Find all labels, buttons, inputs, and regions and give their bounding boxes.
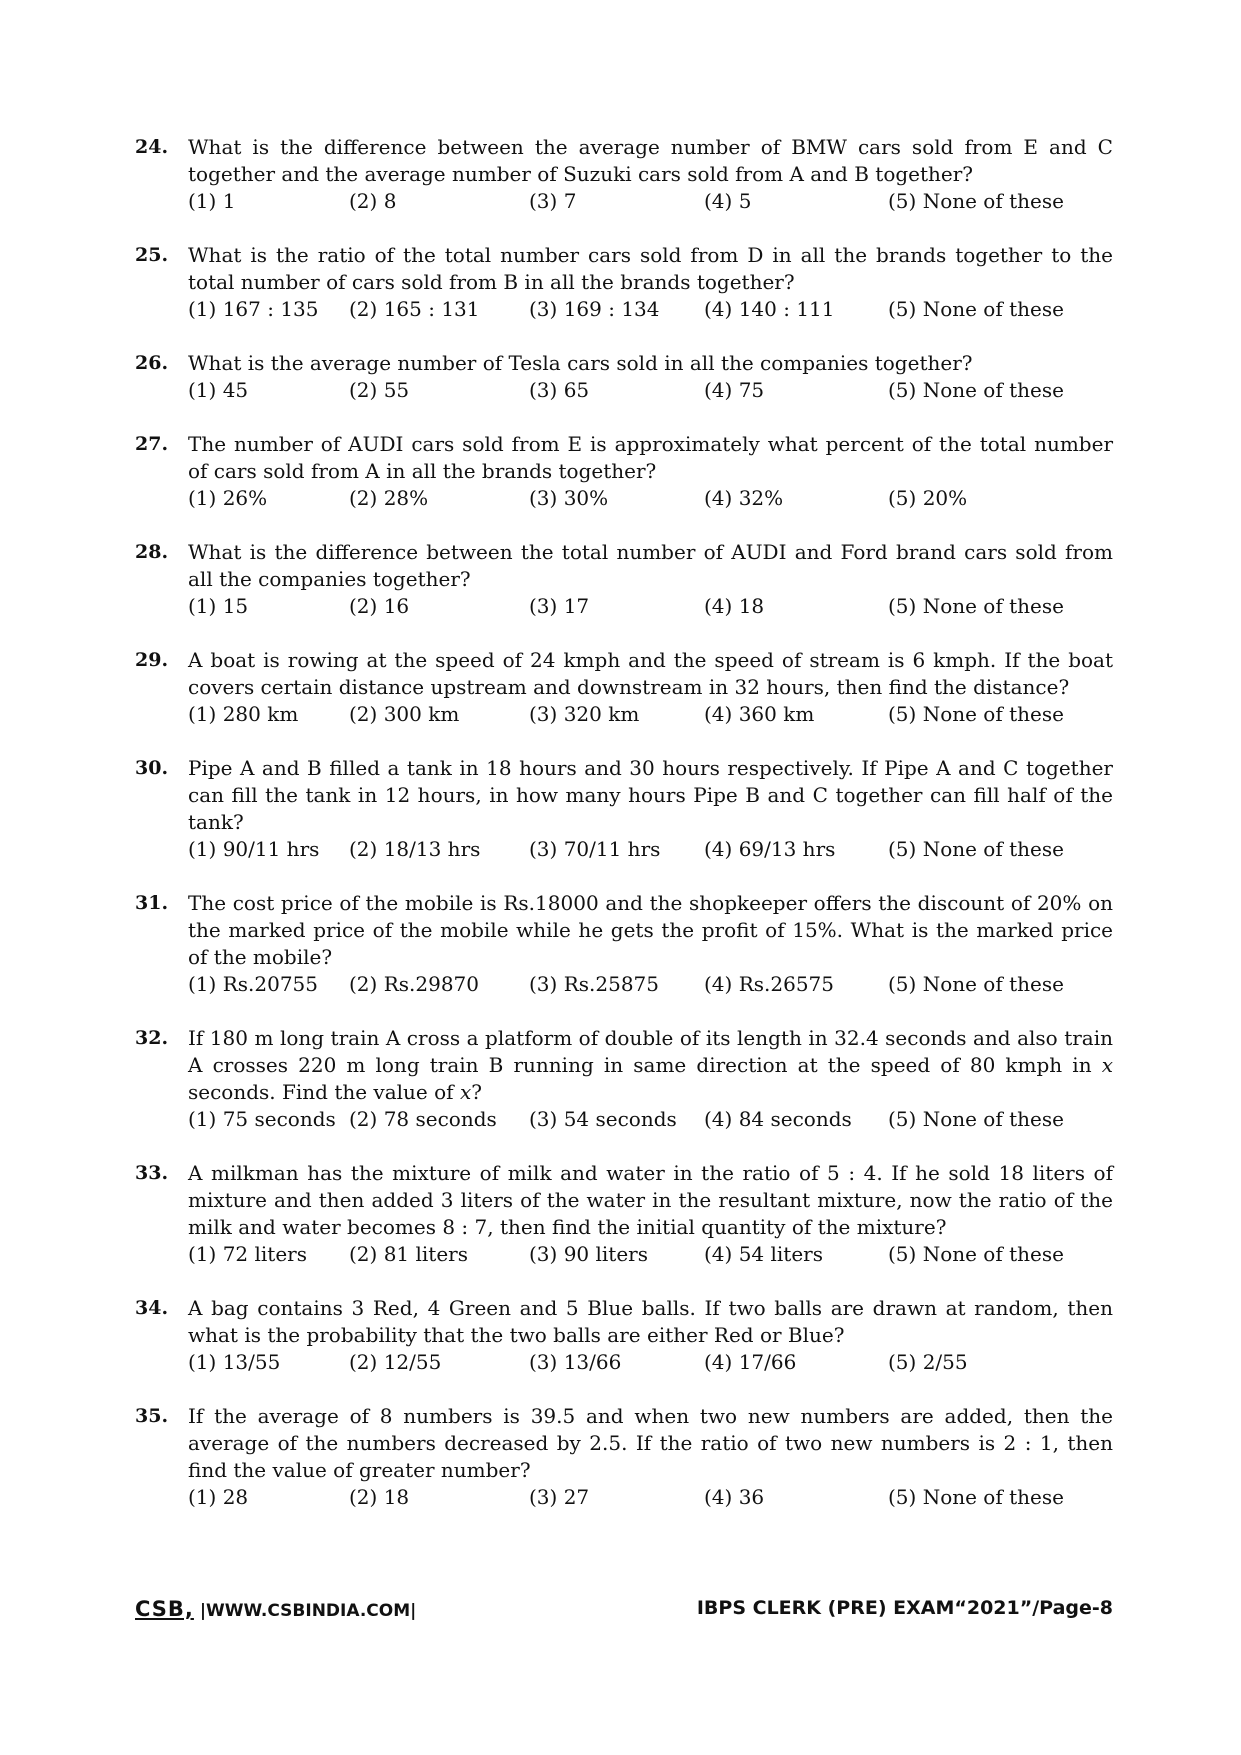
question-text: A bag contains 3 Red, 4 Green and 5 Blue balls. If two balls are drawn at random, then what is the probability that the two balls are either Red or Blue? (188, 1296, 1113, 1347)
question-35 (135, 1403, 1113, 1511)
question-number: 26. (135, 352, 169, 374)
option-5: (5) 20% (888, 486, 968, 510)
option-5: (5) None of these (888, 594, 1064, 618)
option-row (188, 296, 1113, 323)
option-2: (2) 55 (349, 378, 410, 402)
question-number: 24. (135, 136, 169, 158)
option-4: (4) 54 liters (704, 1242, 823, 1266)
question-33 (135, 1160, 1113, 1268)
option-1: (1) 167 : 135 (188, 297, 319, 321)
question-number: 33. (135, 1162, 169, 1184)
option-2: (2) 16 (349, 594, 410, 618)
question-number: 30. (135, 757, 169, 779)
option-4: (4) 18 (704, 594, 765, 618)
option-3: (3) 13/66 (529, 1350, 622, 1374)
option-1: (1) 1 (188, 189, 236, 213)
option-row (188, 1106, 1113, 1133)
option-2: (2) 18 (349, 1485, 410, 1509)
option-5: (5) None of these (888, 702, 1064, 726)
question-text: What is the ratio of the total number cars sold from D in all the brands together to the total number of cars sold from B in all the brands together? (188, 243, 1113, 294)
option-4: (4) 17/66 (704, 1350, 797, 1374)
option-row (188, 188, 1113, 215)
question-list (135, 134, 1113, 1538)
option-row (188, 836, 1113, 863)
option-4: (4) 36 (704, 1485, 765, 1509)
option-row (188, 377, 1113, 404)
question-28 (135, 539, 1113, 620)
option-2: (2) 12/55 (349, 1350, 442, 1374)
option-5: (5) 2/55 (888, 1350, 968, 1374)
question-text: If the average of 8 numbers is 39.5 and when two new numbers are added, then the average of the numbers decreased by 2.5. If the ratio of two new numbers is 2 : 1, then find the value of greater number? (188, 1404, 1113, 1482)
option-row (188, 971, 1113, 998)
question-number: 28. (135, 541, 169, 563)
exam-page-label: IBPS CLERK (PRE) EXAM“2021”/Page-8 (696, 1597, 1113, 1619)
option-row (188, 1484, 1113, 1511)
option-4: (4) Rs.26575 (704, 972, 834, 996)
option-3: (3) 54 seconds (529, 1107, 677, 1131)
option-3: (3) 169 : 134 (529, 297, 660, 321)
option-4: (4) 32% (704, 486, 784, 510)
question-text: A milkman has the mixture of milk and water in the ratio of 5 : 4. If he sold 18 liters of mixture and then added 3 liters of the water in the resultant mixture, now the ratio of the milk and water becomes 8 : 7, then find the initial quantity of the mixture? (188, 1161, 1113, 1239)
question-number: 34. (135, 1297, 169, 1319)
option-1: (1) 26% (188, 486, 268, 510)
question-text: If 180 m long train A cross a platform of double of its length in 32.4 seconds and also train A crosses 220 m long train B running in same direction at the speed of 80 kmph in x seconds. Find the value of x? (188, 1026, 1113, 1104)
option-2: (2) 18/13 hrs (349, 837, 481, 861)
option-5: (5) None of these (888, 1242, 1064, 1266)
option-row (188, 1349, 1113, 1376)
option-1: (1) 15 (188, 594, 249, 618)
option-4: (4) 75 (704, 378, 765, 402)
question-29 (135, 647, 1113, 728)
option-5: (5) None of these (888, 189, 1064, 213)
question-31 (135, 890, 1113, 998)
option-2: (2) Rs.29870 (349, 972, 479, 996)
question-27 (135, 431, 1113, 512)
option-3: (3) 7 (529, 189, 577, 213)
website-text: |WWW.CSBINDIA.COM| (193, 1601, 417, 1621)
option-1: (1) 28 (188, 1485, 249, 1509)
option-5: (5) None of these (888, 297, 1064, 321)
option-5: (5) None of these (888, 1107, 1064, 1131)
question-32 (135, 1025, 1113, 1133)
question-26 (135, 350, 1113, 404)
brand-logo-text: CSB, (135, 1597, 194, 1621)
option-2: (2) 8 (349, 189, 397, 213)
question-25 (135, 242, 1113, 323)
option-3: (3) Rs.25875 (529, 972, 659, 996)
option-2: (2) 28% (349, 486, 429, 510)
question-34 (135, 1295, 1113, 1376)
option-4: (4) 69/13 hrs (704, 837, 836, 861)
option-5: (5) None of these (888, 972, 1064, 996)
option-row (188, 1241, 1113, 1268)
question-number: 32. (135, 1027, 169, 1049)
option-5: (5) None of these (888, 837, 1064, 861)
option-1: (1) Rs.20755 (188, 972, 318, 996)
option-2: (2) 165 : 131 (349, 297, 480, 321)
option-5: (5) None of these (888, 378, 1064, 402)
option-5: (5) None of these (888, 1485, 1064, 1509)
question-number: 31. (135, 892, 169, 914)
option-3: (3) 90 liters (529, 1242, 648, 1266)
question-text: Pipe A and B filled a tank in 18 hours and 30 hours respectively. If Pipe A and C together can fill the tank in 12 hours, in how many hours Pipe B and C together can fill half of the tank? (188, 756, 1113, 834)
option-1: (1) 75 seconds (188, 1107, 336, 1131)
question-text: A boat is rowing at the speed of 24 kmph and the speed of stream is 6 kmph. If the boat covers certain distance upstream and downstream in 32 hours, then find the distance? (188, 648, 1113, 699)
option-row (188, 485, 1113, 512)
option-2: (2) 81 liters (349, 1242, 468, 1266)
question-number: 27. (135, 433, 169, 455)
option-3: (3) 17 (529, 594, 590, 618)
question-text: What is the average number of Tesla cars sold in all the companies together? (188, 351, 973, 375)
option-row (188, 593, 1113, 620)
option-4: (4) 360 km (704, 702, 815, 726)
option-3: (3) 30% (529, 486, 609, 510)
option-1: (1) 13/55 (188, 1350, 281, 1374)
option-2: (2) 78 seconds (349, 1107, 497, 1131)
question-number: 35. (135, 1405, 169, 1427)
option-1: (1) 280 km (188, 702, 299, 726)
question-number: 29. (135, 649, 169, 671)
option-4: (4) 84 seconds (704, 1107, 852, 1131)
question-text: What is the difference between the total number of AUDI and Ford brand cars sold from all the companies together? (188, 540, 1113, 591)
option-3: (3) 70/11 hrs (529, 837, 661, 861)
option-3: (3) 27 (529, 1485, 590, 1509)
footer-brand-block (135, 1597, 416, 1621)
option-4: (4) 140 : 111 (704, 297, 835, 321)
option-3: (3) 65 (529, 378, 590, 402)
question-24 (135, 134, 1113, 215)
option-1: (1) 90/11 hrs (188, 837, 320, 861)
option-4: (4) 5 (704, 189, 752, 213)
option-1: (1) 45 (188, 378, 249, 402)
question-30 (135, 755, 1113, 863)
question-number: 25. (135, 244, 169, 266)
page-footer (135, 1597, 1113, 1627)
option-1: (1) 72 liters (188, 1242, 307, 1266)
question-text: The number of AUDI cars sold from E is approximately what percent of the total number of cars sold from A in all the brands together? (188, 432, 1113, 483)
option-2: (2) 300 km (349, 702, 460, 726)
option-3: (3) 320 km (529, 702, 640, 726)
option-row (188, 701, 1113, 728)
question-text: What is the difference between the average number of BMW cars sold from E and C together and the average number of Suzuki cars sold from A and B together? (188, 135, 1113, 186)
question-text: The cost price of the mobile is Rs.18000 and the shopkeeper offers the discount of 20% on the marked price of the mobile while he gets the profit of 15%. What is the marked price of the mobile? (188, 891, 1113, 969)
